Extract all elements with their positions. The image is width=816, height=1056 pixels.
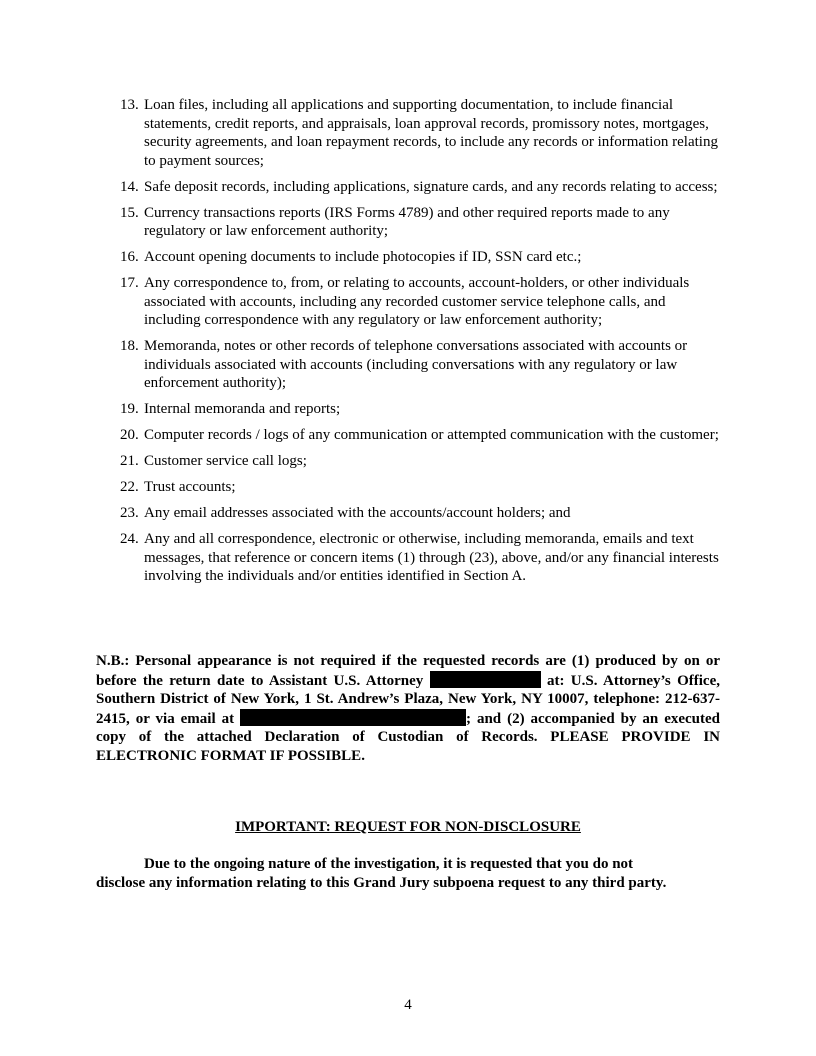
redaction-box-email [240, 709, 466, 726]
item-number: 17. [120, 275, 139, 291]
list-item-23 [120, 504, 720, 523]
list-item-20 [120, 426, 720, 445]
item-text: Computer records / logs of any communication or attempted communication with the customer; [144, 427, 719, 443]
redaction-box-name [430, 671, 541, 688]
item-number: 24. [120, 531, 139, 547]
nb-text-part1: N.B.: Personal appearance is not required if the requested records are (1) produced by on or before the return date to Assistant U.S. Attorney [96, 653, 720, 689]
nb-text-part3: ; and (2) accompanied by an executed copy of the attached Declaration of Custodian of Records. PLEASE PROVIDE IN ELECTRONIC FORMAT IF POSSIBLE. [96, 710, 721, 764]
item-text: Currency transactions reports (IRS Forms 4789) and other required reports made to any regulatory or law enforcement authority; [144, 204, 670, 239]
nb-paragraph [96, 652, 720, 765]
list-item-16 [120, 248, 720, 267]
item-text: Trust accounts; [144, 479, 236, 495]
item-number: 16. [120, 249, 139, 265]
nondisclosure-paragraph [96, 855, 726, 892]
item-number: 14. [120, 178, 139, 195]
item-text: Loan files, including all applications and supporting documentation, to include financial statements, credit reports, and appraisals, loan approval records, promissory notes, mortgages, security agreements, and loan repayment records, to include any records or information relating to payment sources; [144, 97, 718, 169]
list-item-19 [120, 400, 720, 419]
item-number: 23. [120, 505, 139, 521]
nondisclosure-line-2: disclose any information relating to this Grand Jury subpoena request to any third party. [96, 874, 667, 891]
item-number: 21. [120, 453, 139, 469]
item-text: Safe deposit records, including applications, signature cards, and any records relating to access; [144, 178, 718, 195]
item-number: 15. [120, 204, 139, 221]
list-item-18 [120, 337, 720, 393]
item-text: Any email addresses associated with the accounts/account holders; and [144, 505, 571, 521]
request-list [120, 96, 720, 593]
item-text: Any and all correspondence, electronic or otherwise, including memoranda, emails and text messages, that reference or concern items (1) through (23), above, and/or any financial interests involving the individuals and/or entities identified in Section A. [144, 531, 719, 584]
item-text: Customer service call logs; [144, 453, 307, 469]
list-item-13 [120, 96, 720, 170]
list-item-17 [120, 274, 720, 330]
list-item-21 [120, 452, 720, 471]
item-number: 20. [120, 427, 139, 443]
nb-text-part2: at: U.S. Attorney’s Office, Southern District of New York, 1 St. Andrew’s Plaza, New York, NY 10007, telephone: 212-637-2415, or via email at [96, 672, 720, 727]
list-item-22 [120, 478, 720, 497]
list-item-15 [120, 204, 720, 241]
item-text: Internal memoranda and reports; [144, 401, 341, 417]
list-item-14 [120, 178, 720, 197]
item-text: Memoranda, notes or other records of telephone conversations associated with accounts or individuals associated with accounts (including conversations with any regulatory or law enforcement authority); [144, 338, 688, 391]
item-number: 13. [120, 97, 139, 113]
item-text: Any correspondence to, from, or relating to accounts, account-holders, or other individuals associated with accounts, including any recorded customer service telephone calls, and including correspondence with any regulatory or law enforcement authority; [144, 275, 690, 328]
important-heading: IMPORTANT: REQUEST FOR NON-DISCLOSURE [235, 819, 581, 835]
item-number: 19. [120, 401, 139, 417]
item-number: 22. [120, 479, 139, 495]
nondisclosure-line-1: Due to the ongoing nature of the investigation, it is requested that you do not [144, 856, 634, 872]
item-number: 18. [120, 338, 139, 354]
item-text: Account opening documents to include photocopies if ID, SSN card etc.; [144, 249, 582, 265]
list-item-24 [120, 530, 720, 586]
page-number: 4 [404, 997, 412, 1013]
